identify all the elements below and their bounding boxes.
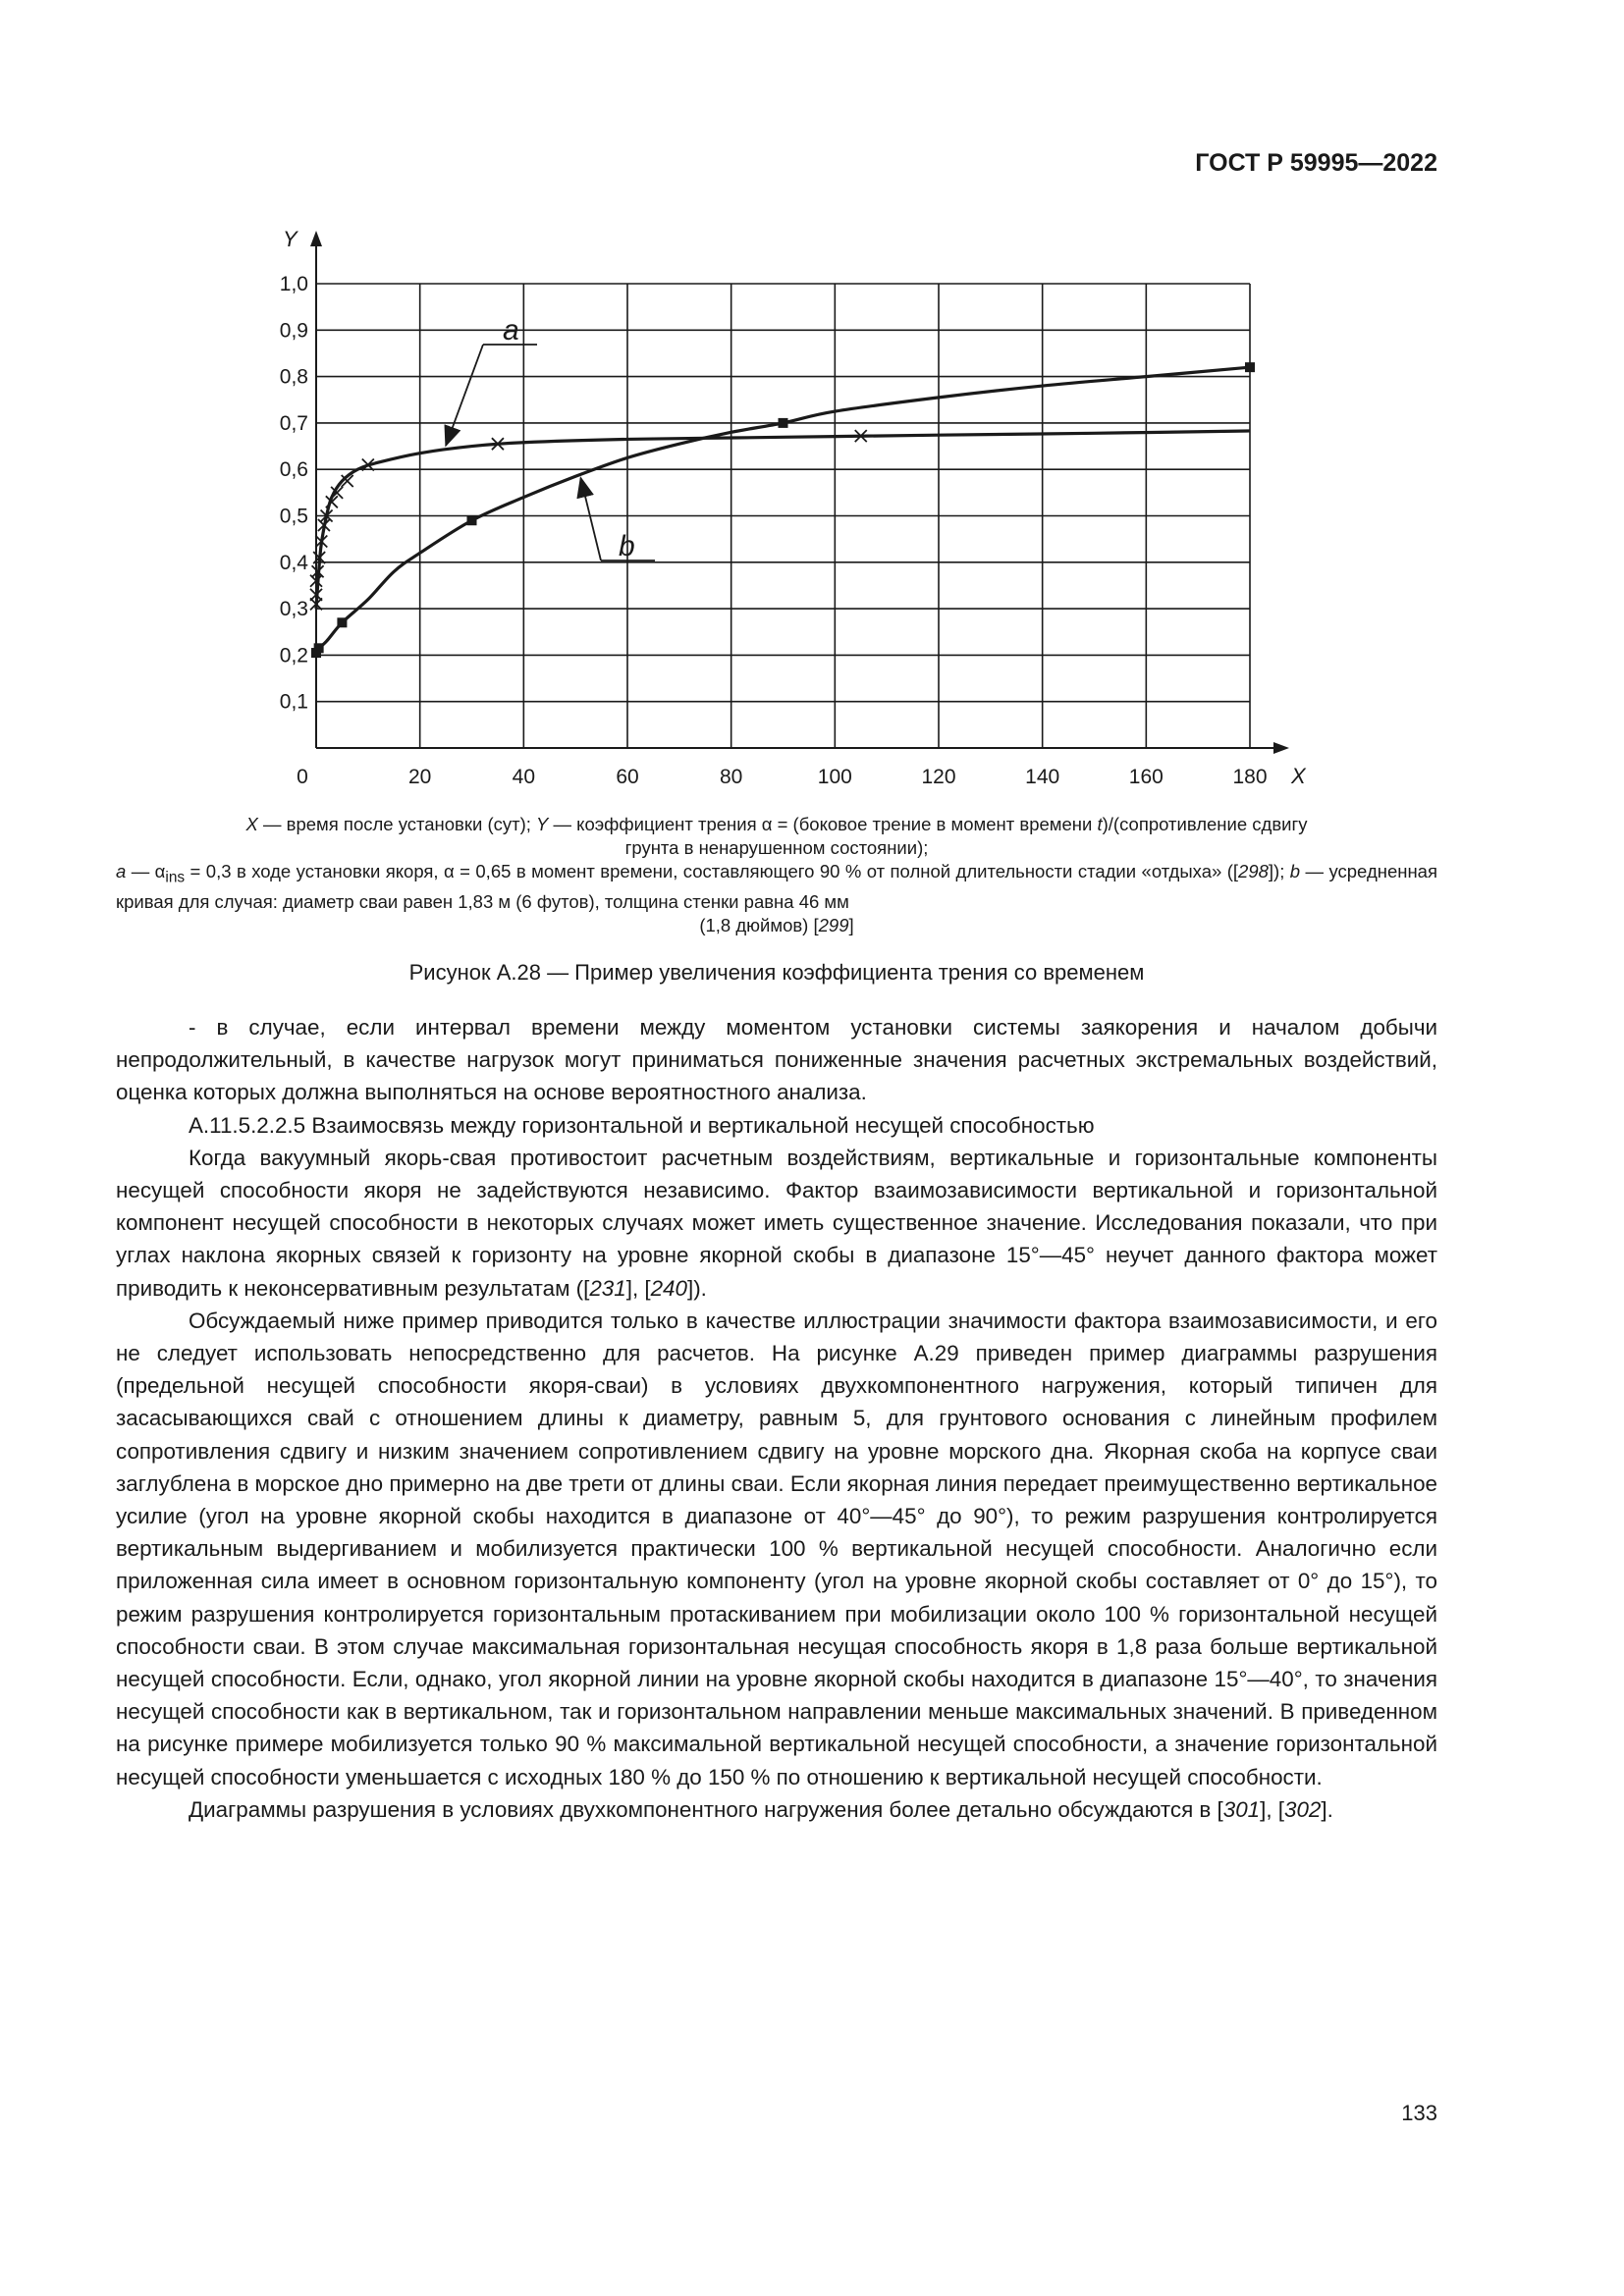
y-tick-label: 0,1 <box>279 690 308 714</box>
annotation-b-label: b <box>619 530 635 562</box>
x-tick-label: 180 <box>1232 766 1268 788</box>
paragraph-3-mid: ], [ <box>625 1275 651 1301</box>
chart-series <box>310 362 1255 658</box>
chart-axes <box>280 227 1307 788</box>
y-tick-label: 0,6 <box>279 458 308 482</box>
legend-x-symbol: X <box>245 814 258 834</box>
annotation-a-label: a <box>503 314 519 347</box>
legend-b-symbol: b <box>1289 861 1301 881</box>
x-tick-label: 140 <box>1025 766 1060 788</box>
figure-legend <box>116 813 1437 937</box>
paragraph-section-heading: А.11.5.2.2.5 Взаимосвязь между горизонтальной и вертикальной несущей способностью <box>189 1112 1095 1138</box>
paragraph-3-text: Когда вакуумный якорь-свая противостоит расчетным воздействиям, вертикальные и горизонтальные компоненты несущей способности якоря не задействуются независимо. Фактор взаимозависимости вертикальной и горизонтальной компонент несущей способности в некоторых случаях может иметь существенное значение. Исследования показали, что при углах наклона якорных связей к горизонту на уровне якорной скобы в диапазоне 15°—45° неучет данного фактора может приводить к неконсервативным результатам ([ <box>116 1145 1437 1301</box>
legend-line-4-text: (1,8 дюймов) [ <box>699 914 819 935</box>
paragraph-3-end: ]). <box>686 1275 707 1301</box>
legend-a-symbol: a <box>116 861 127 881</box>
annotation-a-leader <box>446 345 483 446</box>
x-tick-label: 60 <box>616 766 639 788</box>
series-b-marker <box>314 643 324 653</box>
legend-t-symbol: t <box>1097 814 1103 834</box>
ref-240: 240 <box>650 1275 687 1301</box>
x-tick-label: 120 <box>921 766 956 788</box>
series-b-marker <box>779 418 788 428</box>
legend-a-text-2: = 0,3 в ходе установки якоря, α = 0,65 в момент времени, составляющего 90 % от полной длительности стадии «отдыха» ([ <box>185 861 1239 881</box>
friction-coefficient-chart <box>265 218 1306 788</box>
ref-302: 302 <box>1284 1796 1322 1822</box>
y-tick-label: 0,2 <box>279 644 308 667</box>
y-axis-arrow <box>310 231 322 246</box>
paragraph-5-mid: ], [ <box>1260 1796 1284 1822</box>
series-b-marker <box>1245 362 1255 372</box>
legend-a-text-3: ]); <box>1268 861 1290 881</box>
paragraph-5-end: ]. <box>1321 1796 1333 1822</box>
paragraph-5-text: Диаграммы разрушения в условиях двухкомпонентного нагружения более детально обсуждаются в [ <box>189 1796 1223 1822</box>
legend-y-text: — коэффициент трения α = (боковое трение в момент времени <box>548 814 1098 834</box>
y-tick-label: 0,5 <box>279 505 308 528</box>
y-tick-label: 0,3 <box>279 598 308 621</box>
legend-line-4 <box>116 914 1437 937</box>
y-tick-label: 0,8 <box>279 365 308 389</box>
x-axis-label: X <box>1291 764 1306 788</box>
legend-ref-299: 299 <box>818 914 849 935</box>
y-tick-label: 0,9 <box>279 319 308 343</box>
legend-a-text: — α <box>126 861 166 881</box>
figure-caption: Рисунок А.28 — Пример увеличения коэффициента трения со временем <box>408 960 1145 985</box>
ref-301: 301 <box>1222 1796 1261 1822</box>
annotation-b-leader <box>580 478 601 561</box>
document-standard-id: ГОСТ Р 59995—2022 <box>1195 149 1437 177</box>
x-axis-arrow <box>1273 742 1289 754</box>
series-b-marker <box>337 617 347 627</box>
ref-231: 231 <box>589 1275 626 1301</box>
y-tick-label: 1,0 <box>279 273 308 295</box>
page-number: 133 <box>1401 2101 1437 2125</box>
paragraph-5 <box>116 1793 1437 1826</box>
x-tick-label: 80 <box>719 766 743 788</box>
paragraph-1: - в случае, если интервал времени между моментом установки системы заякорения и началом добычи непродолжительный, в качестве нагрузок могут приниматься пониженные значения расчетных экстремальных воздействий, оценка которых должна выполняться на основе вероятностного анализа. <box>116 1015 1437 1105</box>
x-tick-label: 0 <box>297 766 308 788</box>
y-tick-label: 0,4 <box>279 551 308 574</box>
legend-a-subscript: ins <box>165 869 186 886</box>
body-text <box>116 1011 1437 1826</box>
legend-line-series <box>116 860 1437 914</box>
x-tick-label: 160 <box>1128 766 1164 788</box>
legend-x-text: — время после установки (сут); <box>257 814 537 834</box>
legend-y-text-end: )/(сопротивление сдвигу <box>1102 814 1308 834</box>
x-tick-label: 40 <box>512 766 536 788</box>
x-tick-label: 20 <box>407 766 432 788</box>
y-axis-label: Y <box>283 227 298 251</box>
series-a-line <box>316 431 1250 609</box>
chart-svg <box>265 218 1306 788</box>
legend-y-symbol: Y <box>536 814 549 834</box>
chart-grid <box>316 284 1250 748</box>
paragraph-4: Обсуждаемый ниже пример приводится только в качестве иллюстрации значимости фактора взаимозависимости, и его не следует использовать непосредственно для расчетов. На рисунке А.29 приведен пример диаграммы разрушения (предельной несущей способности якоря-сваи) в условиях двухкомпонентного нагружения, который типичен для засасывающихся свай с отношением длины к диаметру, равным 5, для грунтового основания с линейным профилем сопротивления сдвигу и низким значением сопротивлением сдвигу на уровне морского дна. Якорная скоба на корпусе сваи заглублена в морское дно примерно на две трети от длины сваи. Если якорная линия передает преимущественно вертикальное усилие (угол на уровне якорной скобы находится в диапазоне от 40°—45° до 90°), то режим разрушения контролируется вертикальным выдергиванием и мобилизуется практически 100 % вертикальной несущей способности. Аналогично если приложенная сила имеет в основном горизонтальную компоненту (угол на уровне якорной скобы составляет от 0° до 15°), то режим разрушения контролируется горизонтальным протаскиванием при мобилизации около 100 % горизонтальной несущей способности сваи. В этом случае максимальная горизонтальная несущая способность якоря в 1,8 раза больше вертикальной несущей способности. Если, однако, угол якорной линии на уровне якорной скобы находится в диапазоне 15°—40°, то значения несущей способности как в вертикальном, так и горизонтальном направлении меньше максимальных значений. В приведенном на рисунке примере мобилизуется только 90 % максимальной вертикальной несущей способности, а значение горизонтальной несущей способности уменьшается с исходных 180 % до 150 % по отношению к вертикальной несущей способности. <box>116 1308 1437 1789</box>
legend-line-2: грунта в ненарушенном состоянии); <box>624 837 929 858</box>
x-tick-label: 100 <box>817 766 852 788</box>
series-b-marker <box>467 515 477 525</box>
legend-b-text: — усредненная кривая для случая: диаметр сваи равен 1,83 м (6 футов), толщина стенки равна 46 мм <box>116 861 1437 912</box>
paragraph-3 <box>116 1142 1437 1305</box>
legend-line-4-end: ] <box>848 914 854 935</box>
y-tick-label: 0,7 <box>279 411 308 435</box>
legend-ref-298: 298 <box>1238 861 1269 881</box>
legend-line-axes <box>116 813 1437 836</box>
